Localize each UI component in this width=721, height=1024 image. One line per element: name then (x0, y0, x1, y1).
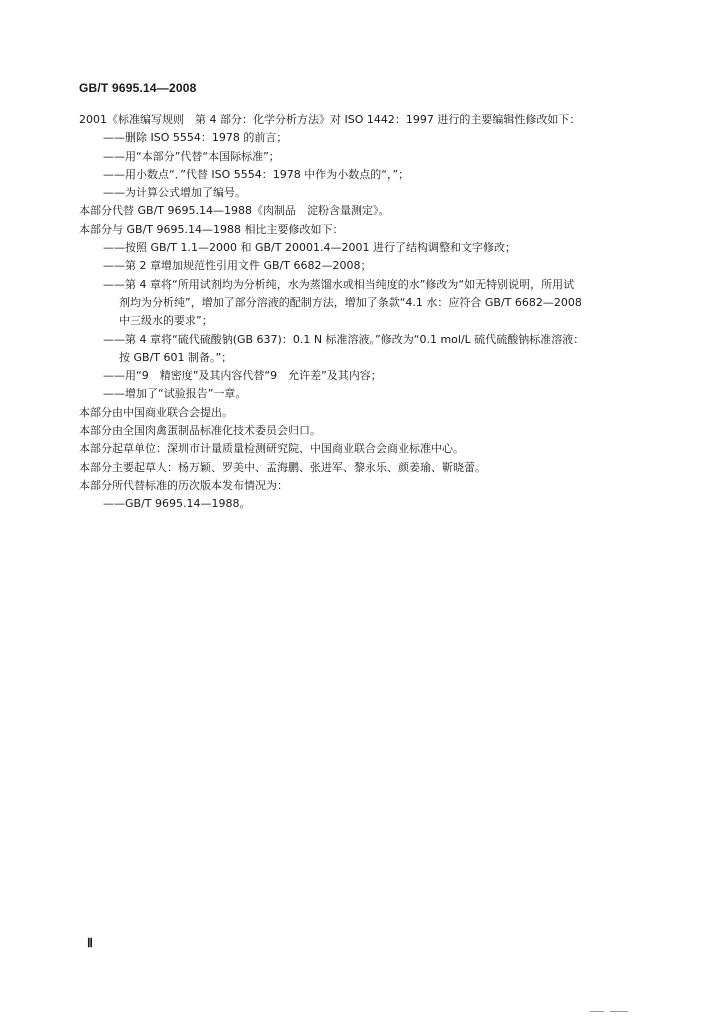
list-item: ——用“9 精密度”及其内容代替“9 允许差”及其内容； (103, 369, 382, 383)
scan-artifact-divider (590, 1011, 604, 1012)
list-item: ——第 4 章将“所用试剂均为分析纯，水为蒸馏水或相当纯度的水”修改为“如无特别说明，所用试 (103, 277, 575, 291)
list-item-continuation: 按 GB/T 601 制备。”； (119, 350, 233, 364)
text-line: 本部分由全国肉禽蛋制品标准化技术委员会归口。 (79, 424, 321, 438)
list-item: ——用“本部分”代替“本国际标准”； (103, 149, 280, 163)
list-item-continuation: 中三级水的要求”； (119, 314, 213, 328)
list-item-continuation: 剂均为分析纯”，增加了部分溶液的配制方法，增加了条款“4.1 水：应符合 GB/T 6682—2008 (119, 295, 582, 309)
text-line: 2001《标准编写规则 第 4 部分：化学分析方法》对 ISO 1442：1997 进行的主要编辑性修改如下： (79, 113, 581, 126)
page-number: Ⅱ (87, 936, 93, 950)
text-line: 本部分代替 GB/T 9695.14—1988《肉制品 淀粉含量测定》。 (79, 204, 390, 218)
standard-number: GB/T 9695.14—2008 (79, 81, 197, 95)
scan-artifact-divider (610, 1011, 628, 1012)
list-item: ——删除 ISO 5554：1978 的前言； (103, 131, 288, 145)
list-item: ——按照 GB/T 1.1—2000 和 GB/T 20001.4—2001 进行了结构调整和文字修改； (103, 241, 516, 255)
text-line: 本部分主要起草人：杨万颖、罗美中、孟海鹏、张进军、黎永乐、颜姜瑜、靳晓蕾。 (79, 460, 486, 474)
text-line: 本部分与 GB/T 9695.14—1988 相比主要修改如下： (79, 222, 344, 236)
list-item: ——用小数点“．”代替 ISO 5554：1978 中作为小数点的“，”； (103, 167, 410, 181)
list-item: ——为计算公式增加了编号。 (103, 186, 246, 200)
list-item: ——GB/T 9695.14—1988。 (103, 497, 251, 511)
text-line: 本部分由中国商业联合会提出。 (79, 405, 233, 419)
list-item: ——第 4 章将“硫代硫酸钠(GB 637)：0.1 N 标准溶液。”修改为“0.1 mol/L 硫代硫酸钠标准溶液： (103, 332, 585, 346)
foreword-text (79, 111, 659, 514)
list-item: ——第 2 章增加规范性引用文件 GB/T 6682—2008； (103, 259, 372, 273)
text-line: 本部分起草单位：深圳市计量质量检测研究院、中国商业联合会商业标准中心。 (79, 442, 464, 456)
list-item: ——增加了“试验报告”一章。 (103, 387, 247, 401)
text-line: 本部分所代替标准的历次版本发布情况为： (79, 478, 288, 492)
